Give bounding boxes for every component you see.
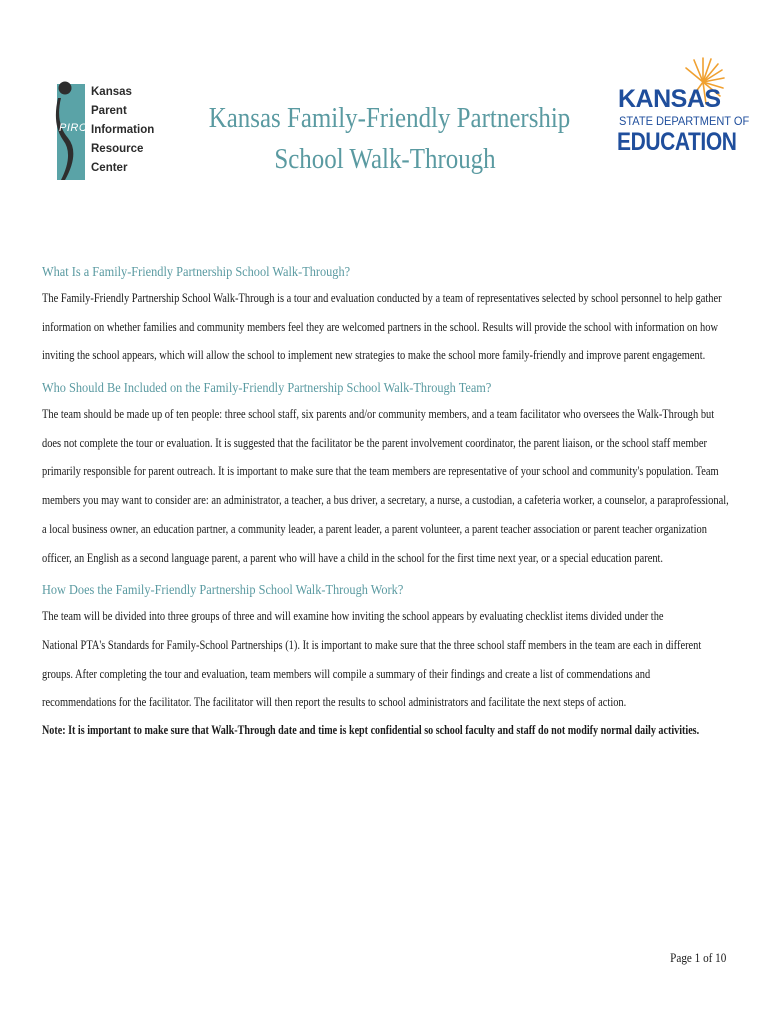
paragraph-line: officer, an English as a second language parent, a parent who will have a child in the school for the first time next year, or a special education parent. <box>42 550 664 565</box>
paragraph-line: The team should be made up of ten people: three school staff, six parents and/or community members, and a team facilitator who oversees the Walk-Through but <box>42 407 715 422</box>
document-title <box>208 98 571 180</box>
pirc-name-block <box>91 83 154 178</box>
ksde-department-label: STATE DEPARTMENT OF <box>619 114 750 128</box>
pirc-name-line: Resource <box>91 143 144 155</box>
title-line: School Walk-Through <box>274 143 496 175</box>
paragraph-line: a local business owner, an education partner, a community leader, a parent leader, a parent volunteer, a parent teacher association or parent teacher organization <box>42 521 707 536</box>
pirc-name-line: Kansas <box>91 86 132 98</box>
pirc-name-line: Center <box>91 162 128 174</box>
confidentiality-note: Note: It is important to make sure that Walk-Through date and time is kept confidential so school faculty and staff do not modify normal daily activities. <box>42 722 700 737</box>
ksde-state-name: KANSAS <box>618 85 721 113</box>
section-heading: What Is a Family-Friendly Partnership School Walk-Through? <box>42 265 351 280</box>
ksde-education-label: EDUCATION <box>617 128 737 156</box>
paragraph-line: members you may want to consider are: an administrator, a teacher, a bus driver, a secretary, a nurse, a custodian, a cafeteria worker, a counselor, a paraprofessional, <box>42 493 729 508</box>
paragraph-line: The team will be divided into three groups of three and will examine how inviting the school appears by evaluating checklist items divided under the <box>42 609 664 624</box>
kansas-pirc-logo <box>52 78 162 182</box>
paragraph-line: The Family-Friendly Partnership School Walk-Through is a tour and evaluation conducted by a team of representatives selected by school personnel to help gather <box>42 291 722 305</box>
spacer <box>42 572 732 580</box>
page-number: Page 1 of 10 <box>669 950 726 965</box>
paragraph-line: does not complete the tour or evaluation. It is suggested that the facilitator be the parent involvement coordinator, the parent liaison, or the school staff member <box>42 435 707 450</box>
section-heading: Who Should Be Included on the Family-Friendly Partnership School Walk-Through Team? <box>42 381 492 397</box>
paragraph-line: inviting the school appears, which will allow the school to implement new strategies to make the school more family-friendly and improve parent engagement. <box>42 348 706 363</box>
spacer <box>42 370 732 378</box>
paragraph-line: National PTA's Standards for Family-School Partnerships (1). It is important to make sure that the three school staff members in the team are each in different <box>42 637 702 652</box>
pirc-name-line: Parent <box>91 105 127 117</box>
pirc-abbreviation: PIRC <box>59 122 88 134</box>
paragraph-line: groups. After completing the tour and evaluation, team members will compile a summary of their findings and create a list of commendations and <box>42 666 651 681</box>
ksde-logo <box>616 56 750 156</box>
paragraph-line: primarily responsible for parent outreach. It is important to make sure that the team members are representative of your school and community's population. Team <box>42 464 719 479</box>
paragraph-line: information on whether families and community members feel they are welcomed partners in the school. Results will provide the school with information on how <box>42 319 719 334</box>
pirc-name-line: Information <box>91 124 155 136</box>
section-heading: How Does the Family-Friendly Partnership School Walk-Through Work? <box>42 583 404 599</box>
title-line: Kansas Family-Friendly Partnership <box>208 102 571 134</box>
paragraph-line: recommendations for the facilitator. The facilitator will then report the results to school administrators and facilitate the next steps of action. <box>42 695 627 710</box>
document-body <box>42 262 732 743</box>
